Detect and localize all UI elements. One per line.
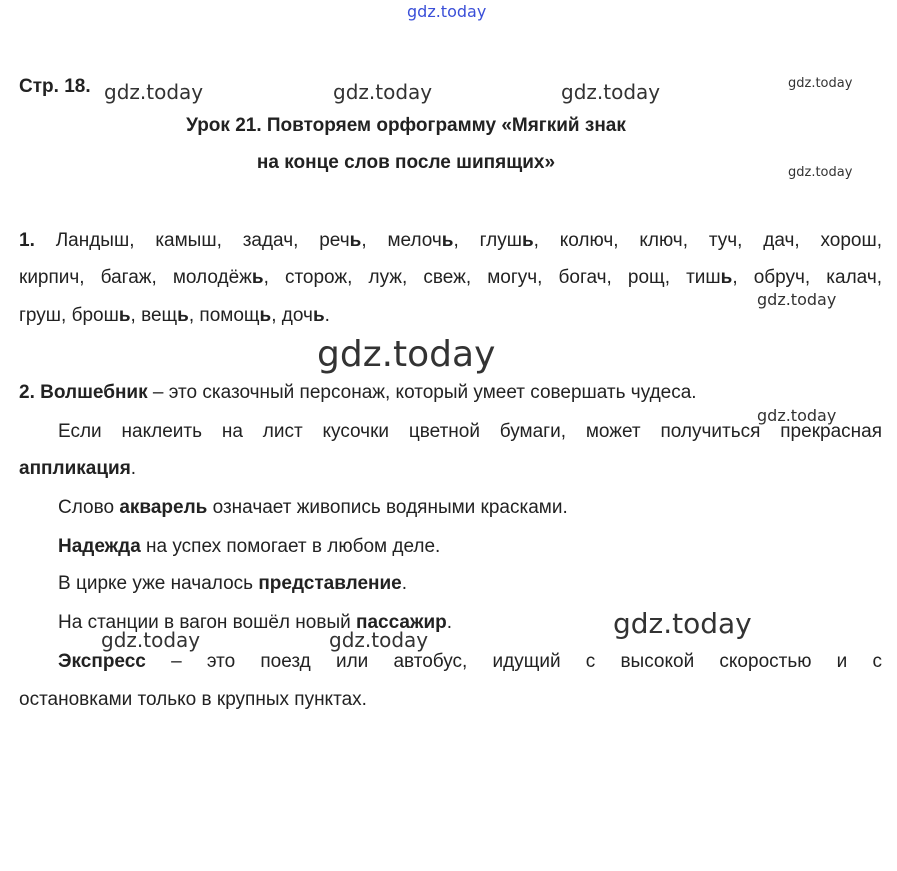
lesson-title-line2: на конце слов после шипящих»	[256, 152, 556, 173]
ex2-line1: 2. Волшебник – это сказочный персонаж, который умеет совершать чудеса.	[19, 382, 697, 403]
watermark: gdz.today	[101, 628, 201, 652]
watermark: gdz.today	[561, 80, 661, 104]
ex2-line5: Надежда на успех помогает в любом деле.	[58, 536, 441, 557]
ex1-line2: кирпич, багаж, молодёжь, сторож, луж, свеж, могуч, богач, рощ, тишь, обруч, калач,	[19, 267, 882, 288]
lesson-title-line1: Урок 21. Повторяем орфограмму «Мягкий знак	[186, 115, 626, 136]
ex1-line3: груш, брошь, вещь, помощь, дочь.	[19, 305, 330, 326]
watermark: gdz.today	[333, 80, 433, 104]
watermark: gdz.today	[757, 406, 837, 425]
watermark-large: gdz.today	[317, 334, 496, 375]
ex1-line1: 1. Ландыш, камыш, задач, речь, мелочь, глушь, колюч, ключ, туч, дач, хорош,	[19, 230, 883, 251]
page-ref: Стр. 18.	[19, 76, 91, 97]
watermark: gdz.today	[788, 76, 853, 91]
watermark: gdz.today	[104, 80, 204, 104]
ex2-line8: Экспресс – это поезд или автобус, идущий с высокой скоростью и с	[58, 651, 882, 672]
watermark: gdz.today	[613, 607, 752, 640]
ex2-line3: аппликация.	[19, 458, 137, 479]
ex2-line6: В цирке уже началось представление.	[58, 573, 408, 594]
watermark: gdz.today	[788, 165, 853, 180]
ex2-line2: Если наклеить на лист кусочки цветной бумаги, может получиться прекрасная	[58, 421, 882, 442]
watermark-top: gdz.today	[407, 2, 487, 21]
watermark: gdz.today	[757, 290, 837, 309]
ex2-line4: Слово акварель означает живопись водяными красками.	[58, 497, 568, 518]
ex2-line9: остановками только в крупных пунктах.	[19, 689, 367, 710]
watermark: gdz.today	[329, 628, 429, 652]
ex2-line7: На станции в вагон вошёл новый пассажир.	[58, 612, 453, 633]
